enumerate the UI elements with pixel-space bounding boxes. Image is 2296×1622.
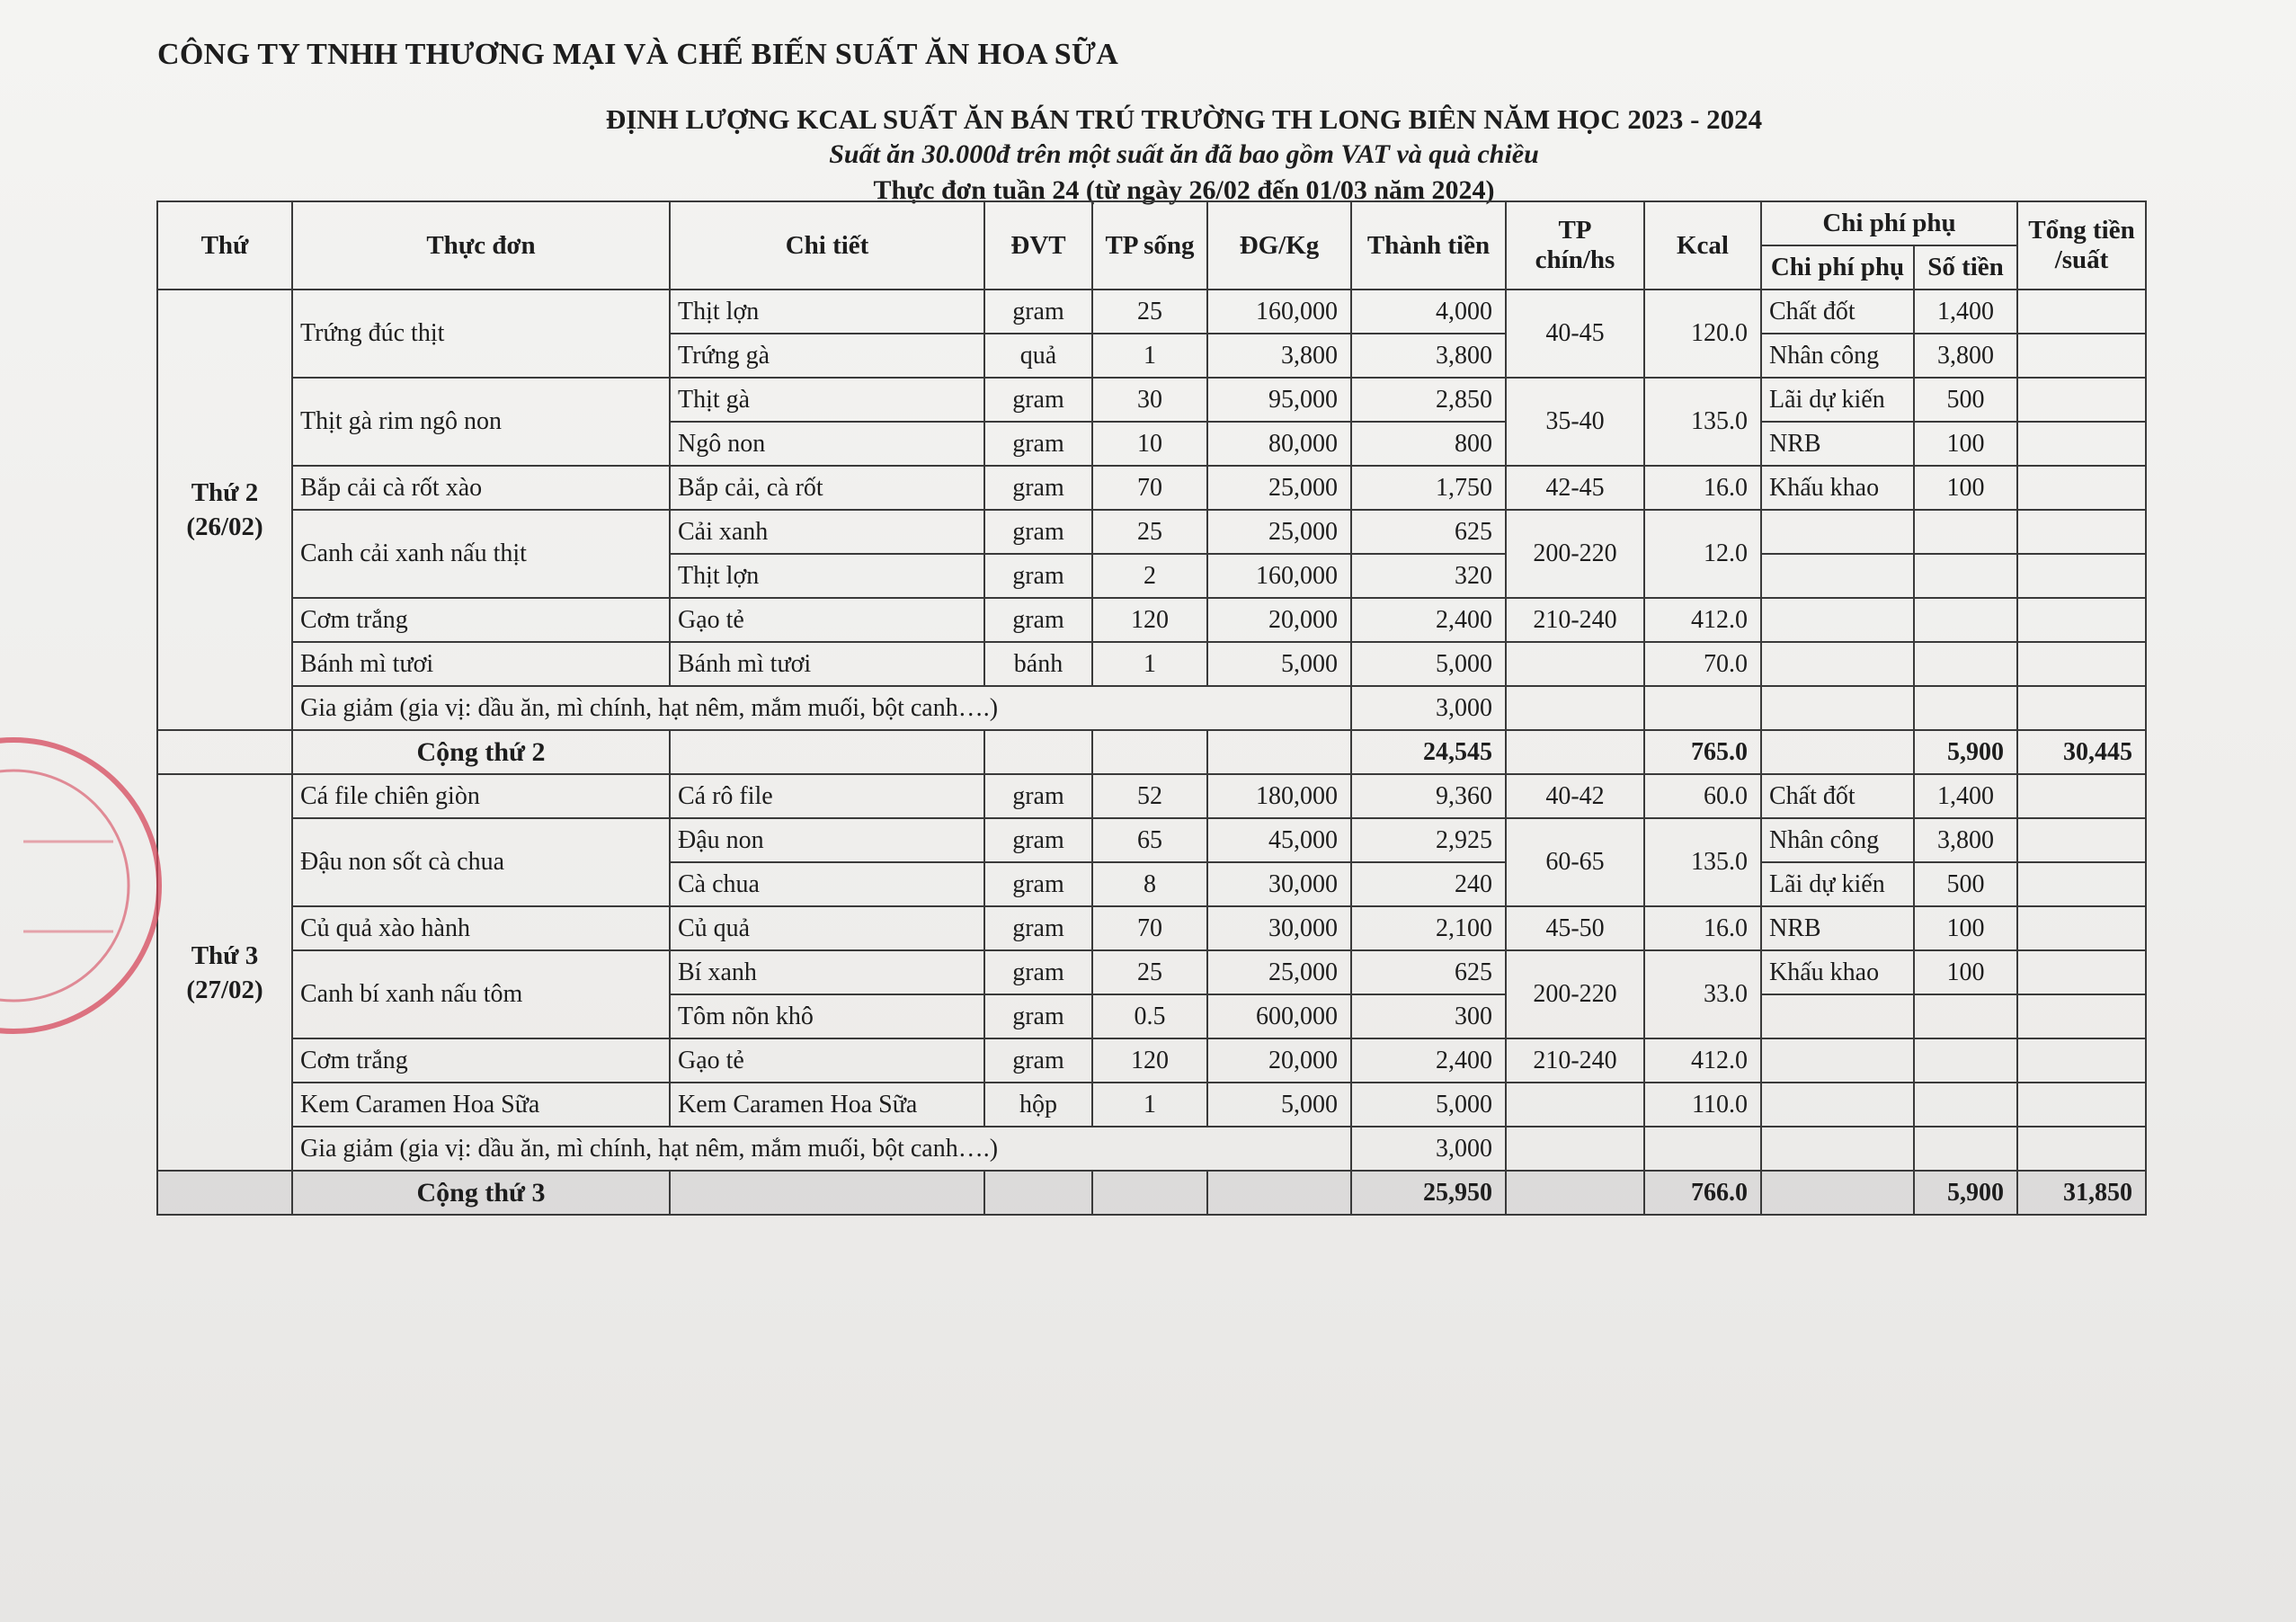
- item-qty: 70: [1092, 466, 1207, 510]
- item-detail: Bí xanh: [670, 950, 984, 994]
- item-unit: gram: [984, 378, 1092, 422]
- table-row: [157, 950, 2146, 994]
- document-title: ĐỊNH LƯỢNG KCAL SUẤT ĂN BÁN TRÚ TRƯỜNG TH LONG BIÊN NĂM HỌC 2023 - 2024: [605, 103, 1763, 135]
- col-header-total-line2: /suất: [2054, 245, 2109, 274]
- item-detail: Đậu non: [670, 818, 984, 862]
- dish-name: Bắp cải cà rốt xào: [292, 466, 670, 510]
- item-amount: 1,750: [1351, 466, 1506, 510]
- day-total-kcal: 765.0: [1644, 730, 1761, 774]
- dish-cooked-qty: 42-45: [1506, 466, 1644, 510]
- empty-cell: [670, 730, 984, 774]
- extra-amount: 100: [1914, 466, 2017, 510]
- dish-name: Cá file chiên giòn: [292, 774, 670, 818]
- item-price: 30,000: [1207, 906, 1351, 950]
- item-detail: Thịt gà: [670, 378, 984, 422]
- day-date: (26/02): [186, 512, 263, 541]
- dish-cooked-qty: 200-220: [1506, 950, 1644, 1038]
- extra-amount: [1914, 1038, 2017, 1083]
- total-per-cell: [2017, 378, 2146, 422]
- dish-cooked-qty: [1506, 642, 1644, 686]
- total-per-cell: [2017, 950, 2146, 994]
- item-amount: 300: [1351, 994, 1506, 1038]
- dish-name: Thịt gà rim ngô non: [292, 378, 670, 466]
- col-header-total-line1: Tổng tiền: [2028, 216, 2135, 245]
- dish-cooked-qty: 200-220: [1506, 510, 1644, 598]
- table-row: [157, 642, 2146, 686]
- dish-kcal: 412.0: [1644, 598, 1761, 642]
- col-header-extra-name: Chi phí phụ: [1761, 245, 1914, 290]
- total-per-cell: [2017, 1038, 2146, 1083]
- item-price: 25,000: [1207, 950, 1351, 994]
- total-per-cell: [2017, 906, 2146, 950]
- empty-cell: [157, 730, 292, 774]
- item-detail: Tôm nõn khô: [670, 994, 984, 1038]
- item-unit: gram: [984, 290, 1092, 334]
- item-amount: 2,400: [1351, 1038, 1506, 1083]
- dish-cooked-qty: 40-42: [1506, 774, 1644, 818]
- item-price: 25,000: [1207, 510, 1351, 554]
- total-per-cell: [2017, 774, 2146, 818]
- item-amount: 9,360: [1351, 774, 1506, 818]
- empty-cell: [984, 730, 1092, 774]
- empty-cell: [1092, 1171, 1207, 1215]
- dish-cooked-qty: 210-240: [1506, 1038, 1644, 1083]
- item-qty: 1: [1092, 334, 1207, 378]
- item-qty: 25: [1092, 950, 1207, 994]
- day-total-per-meal: 31,850: [2017, 1171, 2146, 1215]
- total-per-cell: [2017, 290, 2146, 334]
- week-label: Thực đơn tuần 24 (từ ngày 26/02 đến 01/03 năm 2024): [873, 175, 1495, 205]
- total-per-cell: [2017, 422, 2146, 466]
- item-detail: Kem Caramen Hoa Sữa: [670, 1083, 984, 1127]
- col-header-unit: ĐVT: [984, 201, 1092, 290]
- item-unit: gram: [984, 554, 1092, 598]
- item-unit: gram: [984, 510, 1092, 554]
- col-header-total-per-meal: [2017, 201, 2146, 290]
- extra-amount: 100: [1914, 906, 2017, 950]
- empty-cell: [1761, 686, 1914, 730]
- company-seal: [0, 737, 162, 1034]
- total-per-cell: [2017, 334, 2146, 378]
- empty-cell: [157, 1171, 292, 1215]
- extra-name: Khấu khao: [1761, 950, 1914, 994]
- company-name: CÔNG TY TNHH THƯƠNG MẠI VÀ CHẾ BIẾN SUẤT ĂN HOA SỮA: [157, 38, 1119, 71]
- item-qty: 10: [1092, 422, 1207, 466]
- item-detail: Gạo tẻ: [670, 1038, 984, 1083]
- extra-amount: [1914, 994, 2017, 1038]
- extra-name: Nhân công: [1761, 334, 1914, 378]
- item-qty: 120: [1092, 1038, 1207, 1083]
- dish-kcal: 135.0: [1644, 378, 1761, 466]
- table-row: [157, 818, 2146, 862]
- empty-cell: [1644, 1127, 1761, 1171]
- total-per-cell: [2017, 510, 2146, 554]
- extra-amount: 500: [1914, 862, 2017, 906]
- day-total-extra: 5,900: [1914, 730, 2017, 774]
- extra-name: Chất đốt: [1761, 774, 1914, 818]
- table-row: [157, 466, 2146, 510]
- empty-cell: [2017, 1127, 2146, 1171]
- total-per-cell: [2017, 994, 2146, 1038]
- item-detail: Bánh mì tươi: [670, 642, 984, 686]
- dish-name: Bánh mì tươi: [292, 642, 670, 686]
- dish-cooked-qty: [1506, 1083, 1644, 1127]
- item-detail: Cải xanh: [670, 510, 984, 554]
- dish-kcal: 120.0: [1644, 290, 1761, 378]
- item-qty: 52: [1092, 774, 1207, 818]
- table-row: [157, 906, 2146, 950]
- empty-cell: [984, 1171, 1092, 1215]
- table-row: [157, 598, 2146, 642]
- extra-name: [1761, 1083, 1914, 1127]
- item-price: 30,000: [1207, 862, 1351, 906]
- empty-cell: [1506, 1171, 1644, 1215]
- table-row: [157, 686, 2146, 730]
- dish-kcal: 70.0: [1644, 642, 1761, 686]
- extra-amount: [1914, 598, 2017, 642]
- empty-cell: [670, 1171, 984, 1215]
- empty-cell: [1207, 730, 1351, 774]
- dish-kcal: 16.0: [1644, 466, 1761, 510]
- item-unit: gram: [984, 422, 1092, 466]
- item-qty: 30: [1092, 378, 1207, 422]
- extra-amount: 100: [1914, 422, 2017, 466]
- dish-cooked-qty: 40-45: [1506, 290, 1644, 378]
- item-amount: 320: [1351, 554, 1506, 598]
- total-per-cell: [2017, 466, 2146, 510]
- item-qty: 1: [1092, 1083, 1207, 1127]
- item-qty: 8: [1092, 862, 1207, 906]
- item-amount: 2,100: [1351, 906, 1506, 950]
- item-price: 160,000: [1207, 554, 1351, 598]
- item-price: 5,000: [1207, 1083, 1351, 1127]
- day-total-extra: 5,900: [1914, 1171, 2017, 1215]
- empty-cell: [1644, 686, 1761, 730]
- col-header-detail: Chi tiết: [670, 201, 984, 290]
- dish-name: Cơm trắng: [292, 1038, 670, 1083]
- item-detail: Gạo tẻ: [670, 598, 984, 642]
- item-amount: 625: [1351, 510, 1506, 554]
- item-qty: 120: [1092, 598, 1207, 642]
- day-total-per-meal: 30,445: [2017, 730, 2146, 774]
- item-qty: 1: [1092, 642, 1207, 686]
- item-detail: Trứng gà: [670, 334, 984, 378]
- dish-kcal: 33.0: [1644, 950, 1761, 1038]
- extra-name: Nhân công: [1761, 818, 1914, 862]
- empty-cell: [1761, 1171, 1914, 1215]
- item-price: 600,000: [1207, 994, 1351, 1038]
- table-row: [157, 1127, 2146, 1171]
- empty-cell: [1207, 1171, 1351, 1215]
- col-header-amount: Thành tiền: [1351, 201, 1506, 290]
- spice-amount: 3,000: [1351, 686, 1506, 730]
- col-header-price: ĐG/Kg: [1207, 201, 1351, 290]
- empty-cell: [1506, 1127, 1644, 1171]
- item-unit: hộp: [984, 1083, 1092, 1127]
- dish-name: Cơm trắng: [292, 598, 670, 642]
- dish-name: Củ quả xào hành: [292, 906, 670, 950]
- dish-cooked-qty: 35-40: [1506, 378, 1644, 466]
- empty-cell: [2017, 686, 2146, 730]
- item-detail: Cá rô file: [670, 774, 984, 818]
- item-unit: gram: [984, 1038, 1092, 1083]
- extra-amount: [1914, 642, 2017, 686]
- dish-kcal: 60.0: [1644, 774, 1761, 818]
- seal-graphic: [0, 743, 156, 1029]
- item-price: 80,000: [1207, 422, 1351, 466]
- dish-kcal: 12.0: [1644, 510, 1761, 598]
- empty-cell: [1914, 686, 2017, 730]
- item-amount: 240: [1351, 862, 1506, 906]
- item-unit: gram: [984, 466, 1092, 510]
- extra-amount: [1914, 1083, 2017, 1127]
- dish-cooked-qty: 45-50: [1506, 906, 1644, 950]
- empty-cell: [1761, 730, 1914, 774]
- day-total-row-tue: [157, 1171, 2146, 1215]
- extra-name: [1761, 598, 1914, 642]
- day-total-row-mon: [157, 730, 2146, 774]
- item-qty: 70: [1092, 906, 1207, 950]
- item-price: 5,000: [1207, 642, 1351, 686]
- total-per-cell: [2017, 598, 2146, 642]
- empty-cell: [1914, 1127, 2017, 1171]
- item-detail: Củ quả: [670, 906, 984, 950]
- col-header-kcal: Kcal: [1644, 201, 1761, 290]
- item-detail: Ngô non: [670, 422, 984, 466]
- item-unit: gram: [984, 950, 1092, 994]
- col-header-cooked-line2: chín/hs: [1535, 245, 1615, 274]
- spice-amount: 3,000: [1351, 1127, 1506, 1171]
- col-header-menu: Thực đơn: [292, 201, 670, 290]
- extra-name: [1761, 510, 1914, 554]
- col-header-extra-costs: Chi phí phụ: [1761, 201, 2017, 245]
- extra-name: Lãi dự kiến: [1761, 862, 1914, 906]
- item-price: 3,800: [1207, 334, 1351, 378]
- extra-name: [1761, 994, 1914, 1038]
- day-total-label: Cộng thứ 2: [292, 730, 670, 774]
- extra-name: NRB: [1761, 906, 1914, 950]
- dish-kcal: 135.0: [1644, 818, 1761, 906]
- day-label: Thứ 3: [191, 940, 259, 970]
- item-amount: 625: [1351, 950, 1506, 994]
- item-unit: gram: [984, 994, 1092, 1038]
- spice-label: Gia giảm (gia vị: dầu ăn, mì chính, hạt nêm, mắm muối, bột canh….): [292, 1127, 1351, 1171]
- day-total-kcal: 766.0: [1644, 1171, 1761, 1215]
- table-row: [157, 1038, 2146, 1083]
- extra-amount: 100: [1914, 950, 2017, 994]
- item-unit: quả: [984, 334, 1092, 378]
- item-amount: 2,400: [1351, 598, 1506, 642]
- empty-cell: [1092, 730, 1207, 774]
- total-per-cell: [2017, 1083, 2146, 1127]
- table-row: [157, 1083, 2146, 1127]
- item-amount: 3,800: [1351, 334, 1506, 378]
- extra-amount: 1,400: [1914, 290, 2017, 334]
- item-unit: gram: [984, 774, 1092, 818]
- item-qty: 25: [1092, 290, 1207, 334]
- item-qty: 25: [1092, 510, 1207, 554]
- item-price: 45,000: [1207, 818, 1351, 862]
- table-row: [157, 510, 2146, 554]
- total-per-cell: [2017, 818, 2146, 862]
- extra-amount: 3,800: [1914, 334, 2017, 378]
- item-amount: 800: [1351, 422, 1506, 466]
- day-total-amount: 24,545: [1351, 730, 1506, 774]
- extra-name: Lãi dự kiến: [1761, 378, 1914, 422]
- total-per-cell: [2017, 642, 2146, 686]
- item-price: 20,000: [1207, 598, 1351, 642]
- item-detail: Bắp cải, cà rốt: [670, 466, 984, 510]
- day-total-label: Cộng thứ 3: [292, 1171, 670, 1215]
- item-qty: 65: [1092, 818, 1207, 862]
- item-price: 20,000: [1207, 1038, 1351, 1083]
- header-row: [157, 201, 2146, 245]
- extra-name: [1761, 1038, 1914, 1083]
- item-amount: 2,850: [1351, 378, 1506, 422]
- item-amount: 4,000: [1351, 290, 1506, 334]
- dish-cooked-qty: 60-65: [1506, 818, 1644, 906]
- col-header-raw-qty: TP sống: [1092, 201, 1207, 290]
- day-date: (27/02): [186, 975, 263, 1004]
- item-unit: gram: [984, 598, 1092, 642]
- dish-cooked-qty: 210-240: [1506, 598, 1644, 642]
- empty-cell: [1761, 1127, 1914, 1171]
- table-row: [157, 290, 2146, 334]
- dish-name: Canh cải xanh nấu thịt: [292, 510, 670, 598]
- extra-amount: 1,400: [1914, 774, 2017, 818]
- extra-amount: 500: [1914, 378, 2017, 422]
- dish-kcal: 16.0: [1644, 906, 1761, 950]
- total-per-cell: [2017, 862, 2146, 906]
- day-label: Thứ 2: [191, 478, 259, 507]
- extra-amount: [1914, 554, 2017, 598]
- extra-name: [1761, 642, 1914, 686]
- spice-label: Gia giảm (gia vị: dầu ăn, mì chính, hạt nêm, mắm muối, bột canh….): [292, 686, 1351, 730]
- dish-name: Canh bí xanh nấu tôm: [292, 950, 670, 1038]
- dish-name: Trứng đúc thịt: [292, 290, 670, 378]
- extra-name: [1761, 554, 1914, 598]
- item-price: 180,000: [1207, 774, 1351, 818]
- col-header-cooked: [1506, 201, 1644, 290]
- item-amount: 5,000: [1351, 1083, 1506, 1127]
- item-unit: bánh: [984, 642, 1092, 686]
- table-row: [157, 774, 2146, 818]
- dish-name: Đậu non sốt cà chua: [292, 818, 670, 906]
- document-subtitle: Suất ăn 30.000đ trên một suất ăn đã bao gồm VAT và quà chiều: [829, 139, 1539, 169]
- col-header-cooked-line1: TP: [1558, 216, 1592, 245]
- item-unit: gram: [984, 906, 1092, 950]
- table-row: [157, 378, 2146, 422]
- extra-amount: 3,800: [1914, 818, 2017, 862]
- item-unit: gram: [984, 862, 1092, 906]
- item-detail: Thịt lợn: [670, 554, 984, 598]
- item-price: 95,000: [1207, 378, 1351, 422]
- item-price: 25,000: [1207, 466, 1351, 510]
- extra-name: Khấu khao: [1761, 466, 1914, 510]
- item-detail: Thịt lợn: [670, 290, 984, 334]
- dish-kcal: 110.0: [1644, 1083, 1761, 1127]
- empty-cell: [1506, 730, 1644, 774]
- day-cell-tue: [157, 774, 292, 1171]
- dish-name: Kem Caramen Hoa Sữa: [292, 1083, 670, 1127]
- item-amount: 2,925: [1351, 818, 1506, 862]
- item-unit: gram: [984, 818, 1092, 862]
- dish-kcal: 412.0: [1644, 1038, 1761, 1083]
- extra-name: Chất đốt: [1761, 290, 1914, 334]
- empty-cell: [1506, 686, 1644, 730]
- menu-table: [156, 201, 2147, 1216]
- extra-amount: [1914, 510, 2017, 554]
- item-qty: 0.5: [1092, 994, 1207, 1038]
- item-amount: 5,000: [1351, 642, 1506, 686]
- col-header-extra-amount: Số tiền: [1914, 245, 2017, 290]
- col-header-day: Thứ: [157, 201, 292, 290]
- day-total-amount: 25,950: [1351, 1171, 1506, 1215]
- item-qty: 2: [1092, 554, 1207, 598]
- item-detail: Cà chua: [670, 862, 984, 906]
- day-cell-mon: [157, 290, 292, 730]
- total-per-cell: [2017, 554, 2146, 598]
- item-price: 160,000: [1207, 290, 1351, 334]
- extra-name: NRB: [1761, 422, 1914, 466]
